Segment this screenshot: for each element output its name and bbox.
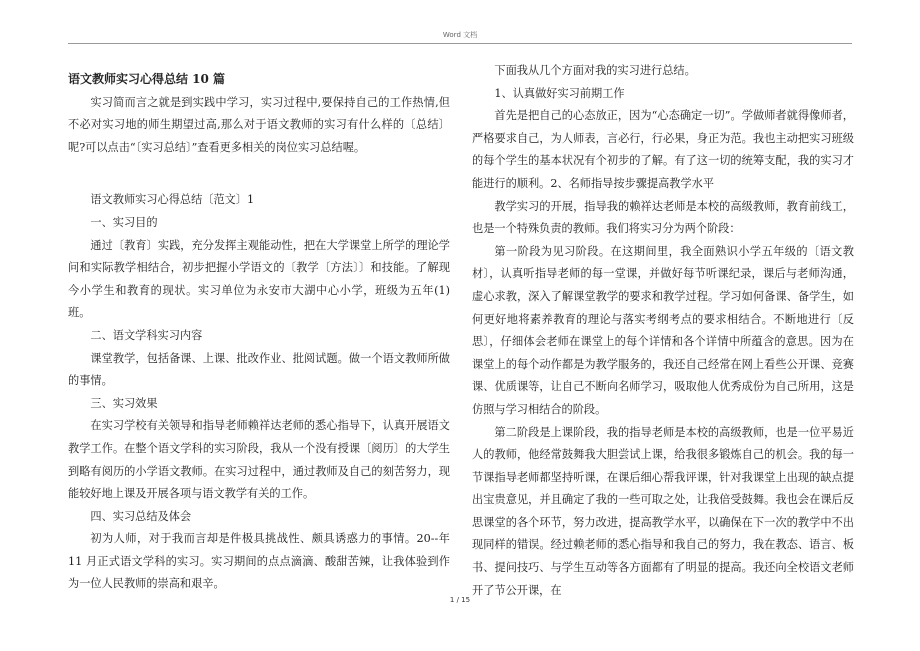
paragraph-stage-two: 第二阶段是上课阶段，我的指导老师是本校的高级教师，也是一位平易近人的教师，他经常鼓舞我大胆尝试上课，给我很多锻炼自己的机会。我的每一节课指导老师都坚持听课，在课后细心帮我评课，针对我课堂上出现的缺点提出宝贵意见，并且确定了我的一些可取之处，让我倍受鼓舞。我也会在课后反思课堂的各个环节，努力改进，提高教学水平，以确保在下一次的教学中不出现同样的错误。经过赖老师的悉心指导和我自己的努力，我在教态、语言、板书、提问技巧、与学生互动等各方面都有了明显的提高。我还向全校语文老师开了节公开课，在 (472, 425, 854, 597)
header-label: Word 文档 (442, 31, 478, 39)
header-divider (68, 43, 852, 44)
paragraph-mindset: 首先是把自己的心态放正，因为“心态确定一切”。学做师者就得像师者，严格要求自己，为人师表，言必行，行必果，身正为范。我也主动把实习班级的每个学生的基本状况有个初步的了解。有了这一切的统筹支配，我的实习才能进行的顺利。2、名师指导按步骤提高教学水平 (472, 109, 854, 190)
page-number: 1 / 15 (449, 596, 471, 604)
document-title: 语文教师实习心得总结 10 篇 (68, 72, 226, 86)
spacer (68, 159, 450, 189)
heading-effect: 三、实习效果 (90, 396, 158, 410)
paragraph-purpose: 通过〔教育〕实践，充分发挥主观能动性，把在大学课堂上所学的理论学问和实际教学相结合，初步把握小学语文的〔教学〔方法〕〕和技能。了解现今小学生和教育的现状。实习单位为永安市大湖中心小学，班级为五年(1)班。 (68, 238, 450, 320)
left-column (68, 60, 450, 596)
paragraph-content: 课堂教学，包括备课、上课、批改作业、批阅试题。做一个语文教师所做的事情。 (68, 351, 450, 388)
subheading-preparation: 1、认真做好实习前期工作 (494, 86, 625, 100)
heading-summary: 四、实习总结及体会 (90, 509, 192, 523)
heading-content: 二、语文学科实习内容 (90, 328, 203, 342)
paragraph-teaching: 教学实习的开展，指导我的赖祥达老师是本校的高级教师，教育前线工，也是一个特殊负责的教师。我们将实习分为两个阶段： (472, 199, 854, 236)
paragraph-overview: 下面我从几个方面对我的实习进行总结。 (494, 64, 696, 77)
section-heading: 语文教师实习心得总结〔范文〕1 (90, 193, 255, 207)
paragraph-effect: 在实习学校有关领导和指导老师赖祥达老师的悉心指导下，认真开展语文教学工作。在整个语文学科的实习阶段，我从一个没有授课〔阅历〕的大学生到略有阅历的小学语文教师。在实习过程中，通过教师及自己的刻苦努力，现能较好地上课及开展各项与语文教学有关的工作。 (68, 419, 450, 501)
paragraph-stage-one: 第一阶段为见习阶段。在这期间里，我全面熟识小学五年级的〔语文教材〕，认真听指导老师的每一堂课，并做好每节听课纪录，课后与老师沟通，虚心求教，深入了解课堂教学的要求和教学过程。学习如何备课、备学生，如何更好地将素养教育的理论与落实考纲考点的要求相结合。不断地进行〔反思〕，仔细体会老师在课堂上的每个详情和各个详情中所蕴含的意思。因为在课堂上的每个动作都是为教学服务的，我还自己经常在网上看些公开课、竞赛课、优质课等，让自己不断向名师学习，吸取他人优秀成份为自己所用，这是仿照与学习相结合的阶段。 (472, 244, 854, 416)
intro-paragraph: 实习简而言之就是到实践中学习，实习过程中,要保持自己的工作热情,但不必对实习地的师生期望过高,那么对于语文教师的实习有什么样的〔总结〕呢?可以点击“〔实习总结〕”查看更多相关的岗位实习总结喔。 (68, 95, 450, 154)
heading-purpose: 一、实习目的 (90, 215, 158, 229)
paragraph-summary: 初为人师，对于我而言却是件极具挑战性、颇具诱惑力的事情。20--年 11 月正式语文学科的实习。实习期间的点点滴滴、酸甜苦辣，让我体验到作为一位人民教师的崇高和艰辛。 (68, 532, 450, 591)
right-column (472, 60, 854, 602)
